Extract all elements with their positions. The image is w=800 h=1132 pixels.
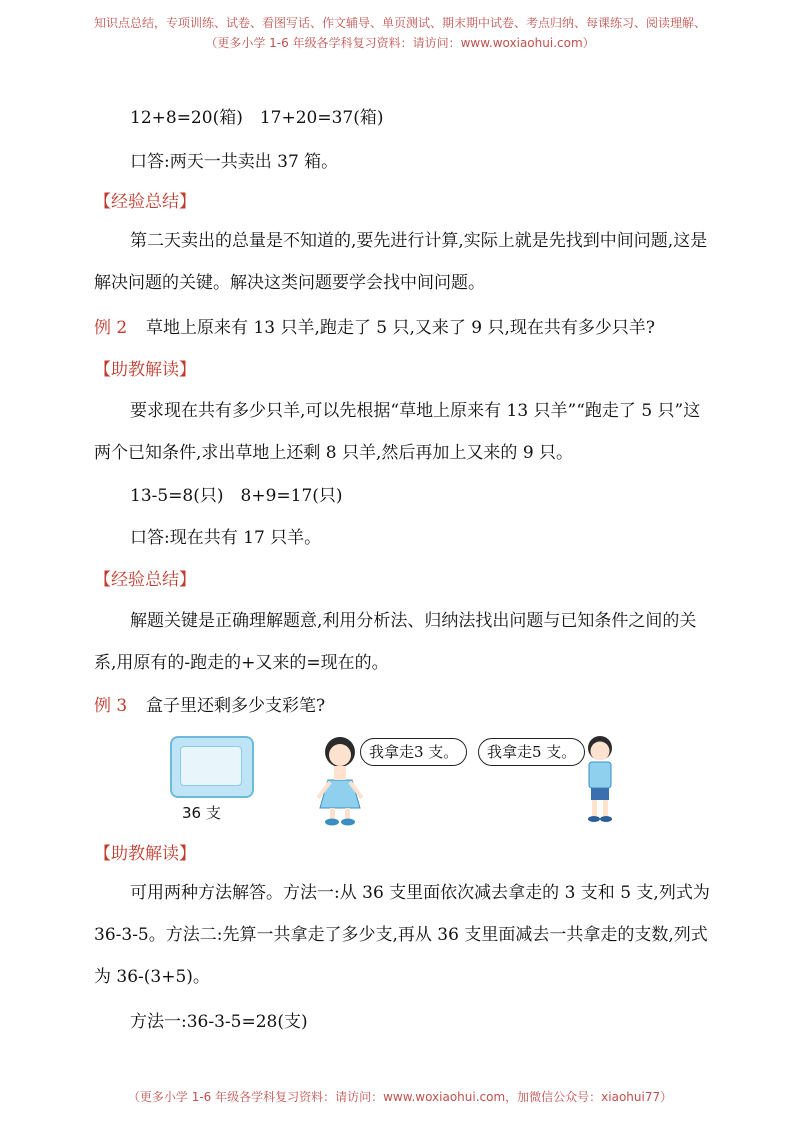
answer-1: 口答:两天一共卖出 37 箱。 bbox=[130, 152, 339, 172]
tutor-heading-2: 【助教解读】 bbox=[94, 844, 196, 864]
tutor-text-2: 可用两种方法解答。方法一:从 36 支里面依次减去拿走的 3 支和 5 支,列式为 36-3-5。方法二:先算一共拿走了多少支,再从 36 支里面减去一共拿走的支数,列式为 36-(3+5)。 bbox=[94, 883, 710, 987]
header-line-1: 知识点总结，专项训练、试卷、看图写话、作文辅导、单页测试、期末期中试卷、考点归纳、每课练习、阅读理解、 bbox=[93, 16, 706, 30]
summary-heading-1: 【经验总结】 bbox=[94, 192, 196, 212]
calc-1: 12+8=20(箱) 17+20=37(箱) bbox=[130, 108, 384, 128]
method-1: 方法一:36-3-5=28(支) bbox=[130, 1012, 308, 1032]
summary-text-1: 第二天卖出的总量是不知道的,要先进行计算,实际上就是先找到中间问题,这是解决问题的关键。解决这类问题要学会找中间问题。 bbox=[94, 231, 708, 293]
footer: （更多小学 1-6 年级各学科复习资料：请访问：www.woxiaohui.com，加微信公众号：xiaohui77） bbox=[127, 1090, 673, 1104]
example-2-text: 草地上原来有 13 只羊,跑走了 5 只,又来了 9 只,现在共有多少只羊? bbox=[146, 318, 656, 338]
example-3-text: 盒子里还剩多少支彩笔? bbox=[146, 696, 326, 716]
boy-icon bbox=[580, 732, 620, 828]
summary-heading-2: 【经验总结】 bbox=[94, 570, 196, 590]
pencil-box-image bbox=[170, 736, 254, 798]
example-3 bbox=[94, 694, 325, 718]
example-2-number: 例 2 bbox=[94, 318, 128, 338]
pencil-box-lid bbox=[180, 746, 242, 786]
example-2 bbox=[94, 316, 655, 340]
example-3-number: 例 3 bbox=[94, 696, 128, 716]
calc-2: 13-5=8(只) 8+9=17(只) bbox=[130, 486, 343, 506]
example-3-illustration bbox=[160, 730, 620, 830]
boy-speech-bubble: 我拿走5 支。 bbox=[478, 738, 585, 766]
answer-2: 口答:现在共有 17 只羊。 bbox=[130, 528, 322, 548]
pencil-box-label: 36 支 bbox=[182, 804, 221, 822]
summary-text-2: 解题关键是正确理解题意,利用分析法、归纳法找出问题与已知条件之间的关系,用原有的-跑走的+又来的=现在的。 bbox=[94, 611, 697, 673]
girl-speech-bubble: 我拿走3 支。 bbox=[360, 738, 467, 766]
header-line-2: （更多小学 1-6 年级各学科复习资料：请访问：www.woxiaohui.com） bbox=[205, 36, 595, 50]
tutor-heading-1: 【助教解读】 bbox=[94, 360, 196, 380]
tutor-text-1: 要求现在共有多少只羊,可以先根据“草地上原来有 13 只羊”“跑走了 5 只”这两个已知条件,求出草地上还剩 8 只羊,然后再加上又来的 9 只。 bbox=[94, 401, 701, 463]
